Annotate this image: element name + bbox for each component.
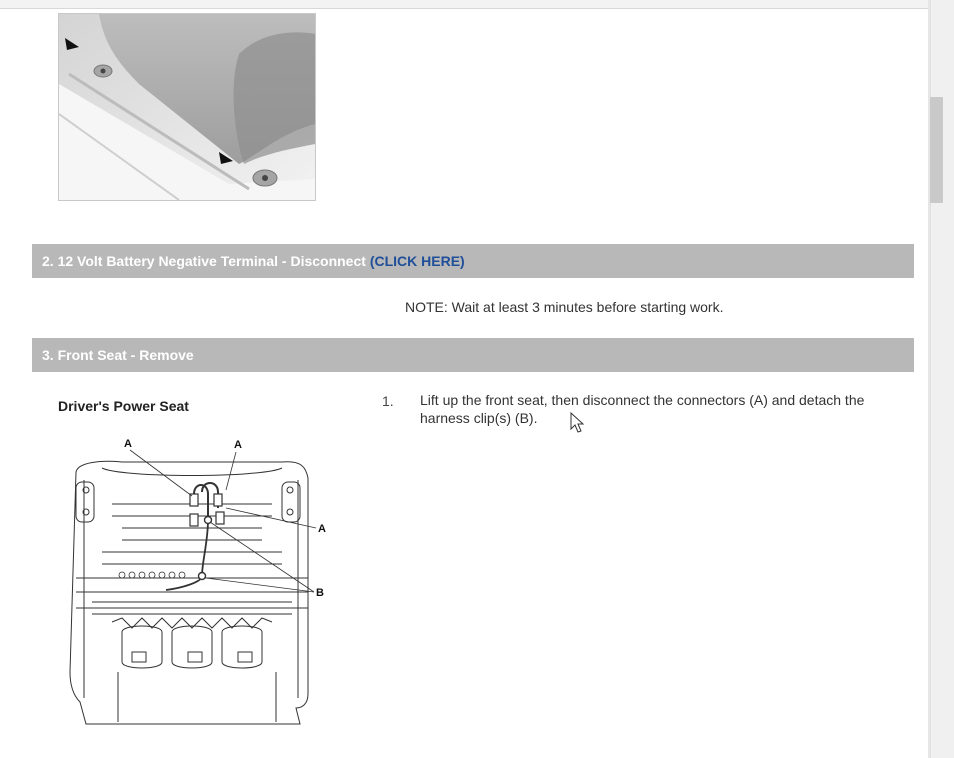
step-number: 1. — [382, 393, 394, 409]
click-here-link[interactable]: (CLICK HERE) — [369, 253, 465, 269]
section-header-front-seat — [32, 338, 914, 372]
callout-label-a: A — [124, 438, 132, 450]
seat-frame-diagram — [62, 432, 332, 732]
mouse-pointer-icon — [570, 412, 586, 434]
seat-bolts-photo — [58, 13, 316, 201]
callout-label-a: A — [234, 439, 242, 451]
section-title: 2. 12 Volt Battery Negative Terminal - Disconnect — [42, 253, 366, 269]
section-header-battery — [32, 244, 914, 278]
top-toolbar-edge — [0, 0, 928, 9]
step-text: Lift up the front seat, then disconnect the connectors (A) and detach the harness clip(s) (B). — [420, 392, 865, 426]
callout-label-b: B — [316, 587, 324, 599]
scrollbar-thumb[interactable] — [930, 97, 943, 203]
section-title: 3. Front Seat - Remove — [42, 347, 194, 363]
note-text: NOTE: Wait at least 3 minutes before starting work. — [405, 299, 724, 315]
subheading-drivers-power-seat: Driver's Power Seat — [58, 398, 189, 414]
callout-label-a: A — [318, 523, 326, 535]
